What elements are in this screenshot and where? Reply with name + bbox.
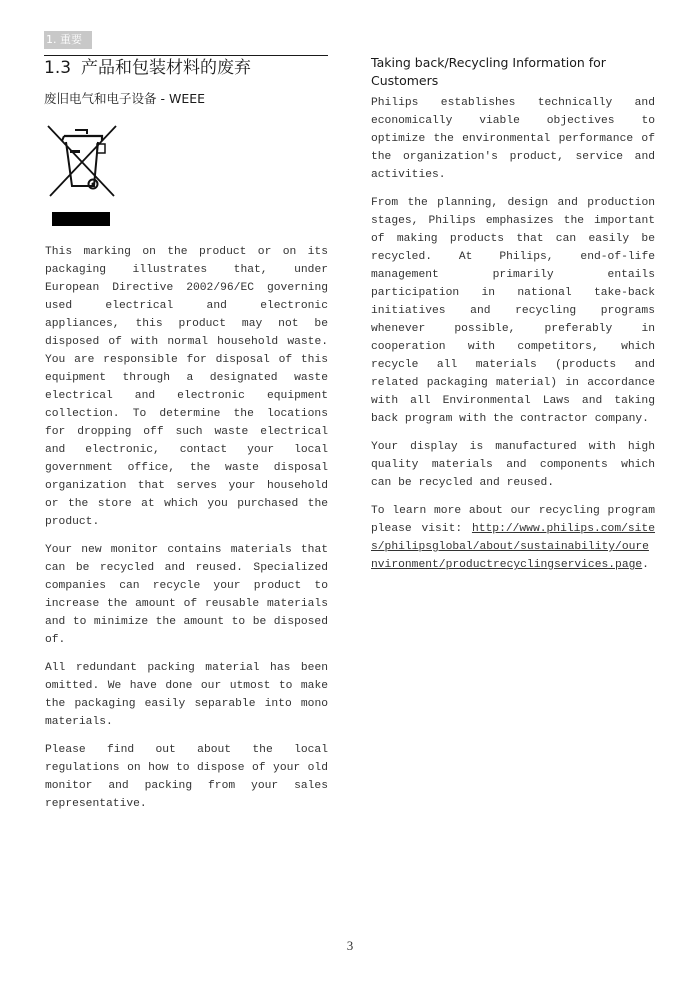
- left-column: [45, 243, 328, 823]
- learn-more-suffix: .: [642, 559, 649, 571]
- heading-rule: [44, 55, 328, 56]
- display-materials-paragraph: Your display is manufactured with high quality materials and components which can be recycled and reused.: [371, 441, 655, 489]
- regulations-paragraph: Please find out about the local regulations on how to dispose of your old monitor and packing from your sales representative.: [45, 744, 328, 810]
- chapter-tab: 1. 重要: [44, 31, 92, 49]
- page-number: 3: [346, 938, 354, 953]
- weee-subtitle: 废旧电气和电子设备 - WEEE: [44, 91, 206, 106]
- learn-more-text: To learn more about our recycling program please visit:: [371, 505, 655, 535]
- crossed-out-wheelie-bin-icon: [44, 122, 120, 228]
- right-column: [371, 94, 655, 584]
- section-number: 1.3: [44, 58, 72, 78]
- learn-more-paragraph: [371, 502, 655, 574]
- section-title-text: 产品和包装材料的废弃: [81, 58, 252, 78]
- recycle-paragraph: Your new monitor contains materials that can be recycled and reused. Specialized companies can recycle your product to increase the amount of reusable materials and to minimize the amount to be disposed of.: [45, 544, 328, 646]
- recycling-services-link[interactable]: http://www.philips.com/sites/philipsglobal/about/sustainability/ourenvironment/productrecyclingservices.page: [371, 523, 655, 571]
- planning-paragraph: From the planning, design and production stages, Philips emphasizes the important of making products that can easily be recycled. At Philips, end-of-life management primarily entails participation in national take-back initiatives and recycling programs whenever possible, preferably in cooperation with competitors, which recycle all materials (products and related packaging material) in accordance with all Environmental Laws and taking back program with the contractor company.: [371, 197, 655, 425]
- section-title: [44, 57, 251, 79]
- packing-paragraph: All redundant packing material has been omitted. We have done our utmost to make the packaging easily separable into mono materials.: [45, 662, 328, 728]
- weee-paragraph: This marking on the product or on its packaging illustrates that, under European Directive 2002/96/EC governing used electrical and electronic appliances, this product may not be disposed of with normal household waste. You are responsible for disposal of this equipment through a designated waste electrical and electronic equipment collection. To determine the locations for dropping off such waste electrical and electronic, contact your local government office, the waste disposal organization that serves your household or the store at which you purchased the product.: [45, 246, 328, 528]
- recycling-info-heading: Taking back/Recycling Information for Customers: [371, 55, 606, 88]
- objectives-paragraph: Philips establishes technically and economically viable objectives to optimize the environmental performance of the organization's product, service and activities.: [371, 97, 655, 181]
